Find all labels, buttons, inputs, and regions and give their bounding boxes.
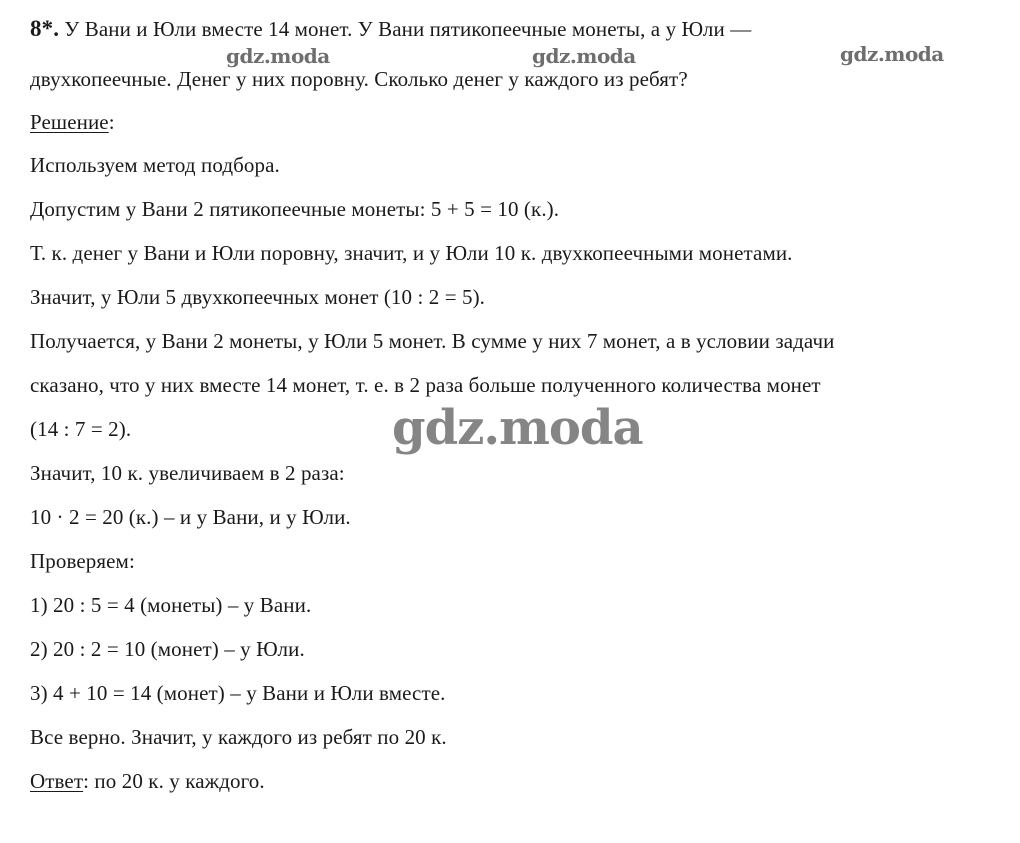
solution-line: сказано, что у них вместе 14 монет, т. е. в 2 раза больше полученного количества монет bbox=[30, 373, 821, 397]
solution-line: Значит, у Юли 5 двухкопеечных монет (10 : 2 = 5). bbox=[30, 285, 486, 309]
problem-text-1: У Вани и Юли вместе 14 монет. У Вани пятикопеечные монеты, а у Юли — bbox=[64, 17, 752, 41]
solution-line: Все верно. Значит, у каждого из ребят по 20 к. bbox=[30, 725, 447, 749]
answer-label: Ответ bbox=[30, 769, 84, 793]
problem-line-1 bbox=[30, 16, 751, 42]
solution-heading-label: Решение bbox=[30, 110, 109, 134]
solution-line: 10 · 2 = 20 (к.) – и у Вани, и у Юли. bbox=[30, 505, 351, 529]
problem-number: 8*. bbox=[30, 16, 60, 41]
watermark-small: gdz.moda bbox=[532, 44, 636, 68]
solution-line: Т. к. денег у Вани и Юли поровну, значит, и у Юли 10 к. двухкопеечными монетами. bbox=[30, 241, 793, 265]
solution-heading bbox=[30, 109, 115, 135]
solution-line: Получается, у Вани 2 монеты, у Юли 5 монет. В сумме у них 7 монет, а в условии задачи bbox=[30, 329, 835, 353]
solution-line: Проверяем: bbox=[30, 549, 135, 573]
watermark-large: gdz.moda bbox=[392, 400, 643, 456]
solution-line: (14 : 7 = 2). bbox=[30, 417, 132, 441]
watermark-small: gdz.moda bbox=[226, 44, 330, 68]
solution-line: Допустим у Вани 2 пятикопеечные монеты: 5 + 5 = 10 (к.). bbox=[30, 197, 560, 221]
solution-line: 2) 20 : 2 = 10 (монет) – у Юли. bbox=[30, 637, 305, 661]
watermark-small: gdz.moda bbox=[840, 42, 944, 66]
solution-line: Используем метод подбора. bbox=[30, 153, 280, 177]
solution-line: 1) 20 : 5 = 4 (монеты) – у Вани. bbox=[30, 593, 312, 617]
solution-line: Значит, 10 к. увеличиваем в 2 раза: bbox=[30, 461, 345, 485]
answer-text: : по 20 к. у каждого. bbox=[83, 769, 265, 793]
solution-heading-colon: : bbox=[108, 110, 115, 134]
solution-line: 3) 4 + 10 = 14 (монет) – у Вани и Юли вместе. bbox=[30, 681, 446, 705]
problem-line-2: двухкопеечные. Денег у них поровну. Сколько денег у каждого из ребят? bbox=[30, 67, 688, 91]
answer-line bbox=[30, 768, 265, 794]
